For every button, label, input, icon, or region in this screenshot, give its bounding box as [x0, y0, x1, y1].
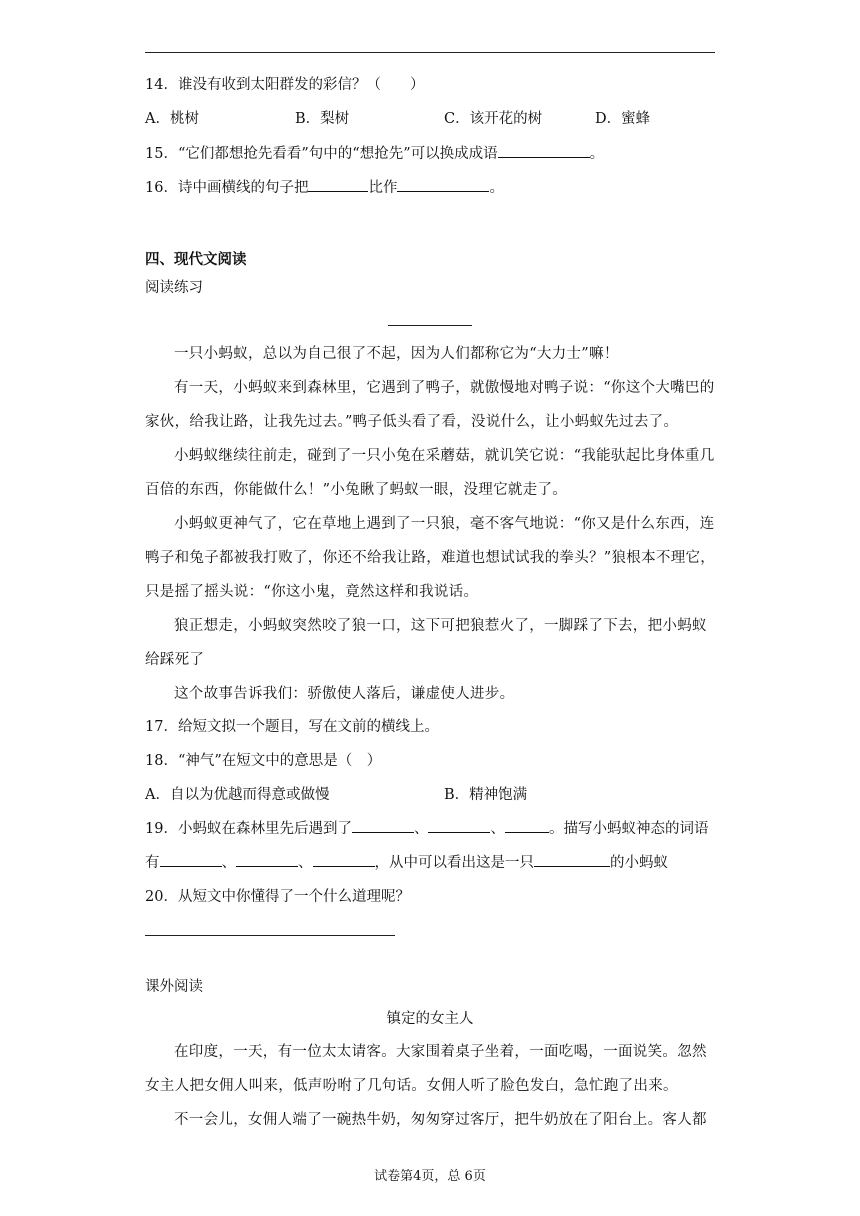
- extra-paragraph-1: 在印度，一天，有一位太太请客。大家围着桌子坐着，一面吃喝，一面说笑。忽然女主人把女佣人叫来，低声吩咐了几句话。女佣人听了脸色发白，急忙跑了出来。: [145, 1044, 707, 1094]
- q16-prefix: 16．诗中画横线的句子把: [145, 180, 309, 196]
- q19-line2-end: 的小蚂蚁: [610, 855, 668, 871]
- question-15: [145, 142, 604, 163]
- story-paragraph-2: 有一天，小蚂蚁来到森林里，它遇到了鸭子，就傲慢地对鸭子说：“你这个大嘴巴的家伙，给我让路，让我先过去。”鸭子低头看了看，没说什么，让小蚂蚁先过去了。: [145, 380, 715, 430]
- q19-blank-6[interactable]: [313, 854, 375, 867]
- header-rule: [145, 52, 715, 53]
- question-20: 20．从短文中你懂得了一个什么道理呢？: [145, 889, 410, 905]
- story-paragraph-4: 小蚂蚁更神气了，它在草地上遇到了一只狼，毫不客气地说：“你又是什么东西，连鸭子和兔子都被我打败了，你还不给我让路，难道也想试试我的拳头？”狼根本不理它，只是摇了摇头说：“你这小鬼，竟然这样和我说话。: [145, 516, 716, 600]
- story-paragraph-3: 小蚂蚁继续往前走，碰到了一只小兔在采蘑菇，就讥笑它说：“我能驮起比身体重几百倍的东西，你能做什么！”小兔瞅了蚂蚁一眼，没理它就走了。: [145, 448, 715, 498]
- q14-option-a: A．桃树: [145, 111, 199, 127]
- q19-sep-4: 、: [298, 855, 313, 871]
- q19-sep-3: 、: [221, 855, 236, 871]
- q19-blank-2[interactable]: [428, 820, 490, 833]
- q19-blank-5[interactable]: [236, 854, 298, 867]
- q19-line2-prefix: 有: [145, 855, 160, 871]
- q14-option-b: B．梨树: [295, 111, 350, 127]
- q19-line2-mid: ，从中可以看出这是一只: [374, 855, 534, 871]
- story-paragraph-6: 这个故事告诉我们：骄傲使人落后，谦虚使人进步。: [174, 686, 515, 702]
- extra-reading-label: 课外阅读: [145, 979, 203, 995]
- q19-sep-2: 、: [490, 821, 505, 837]
- q19-suffix: 。描写小蚂蚁神态的词语: [548, 821, 709, 837]
- q19-prefix: 19．小蚂蚁在森林里先后遇到了: [145, 821, 352, 837]
- story-paragraph-5: 狼正想走，小蚂蚁突然咬了狼一口，这下可把狼惹火了，一脚踩了下去，把小蚂蚁给踩死了: [145, 618, 707, 668]
- question-19-line-2: [145, 851, 668, 872]
- question-16: [145, 176, 504, 197]
- q19-blank-7[interactable]: [534, 854, 610, 867]
- extra-reading-title: 镇定的女主人: [386, 1011, 474, 1027]
- q19-sep-1: 、: [413, 821, 429, 837]
- question-18: 18．“神气”在短文中的意思是（ ）: [145, 753, 382, 769]
- q15-text: 15．“它们都想抢先看看”句中的“想抢先”可以换成成语: [145, 146, 498, 162]
- question-14: 14．谁没有收到太阳群发的彩信？（ ）: [145, 77, 425, 93]
- q15-answer-blank[interactable]: [498, 145, 590, 158]
- question-19-line-1: [145, 817, 708, 838]
- story-paragraph-1: 一只小蚂蚁，总以为自己很了不起，因为人们都称它为“大力士”嘛！: [174, 346, 619, 362]
- q14-option-d: D．蜜蜂: [595, 111, 651, 127]
- q19-blank-4[interactable]: [160, 854, 222, 867]
- q18-option-a: A．自以为优越而得意或做慢: [145, 787, 330, 803]
- section-subtitle: 阅读练习: [145, 280, 203, 296]
- page-footer: 试卷第4页，总 6页: [374, 1169, 486, 1184]
- story-title-blank[interactable]: [388, 325, 472, 326]
- q16-mid: 比作: [368, 180, 398, 196]
- q19-blank-1[interactable]: [352, 820, 414, 833]
- q19-blank-3[interactable]: [505, 820, 549, 833]
- q20-answer-line[interactable]: [145, 935, 395, 936]
- q16-blank-1[interactable]: [308, 179, 368, 192]
- q14-option-c: C．该开花的树: [444, 111, 543, 127]
- extra-paragraph-2: 不一会儿，女佣人端了一碗热牛奶，匆匆穿过客厅，把牛奶放在了阳台上。客人都: [174, 1112, 707, 1128]
- section-title: 四、现代文阅读: [145, 251, 247, 268]
- question-17: 17．给短文拟一个题目，写在文前的横线上。: [145, 719, 439, 735]
- q16-blank-2[interactable]: [397, 179, 489, 192]
- q16-end: 。: [489, 180, 504, 196]
- q18-option-b: B．精神饱满: [444, 787, 528, 803]
- q15-end: 。: [589, 146, 605, 162]
